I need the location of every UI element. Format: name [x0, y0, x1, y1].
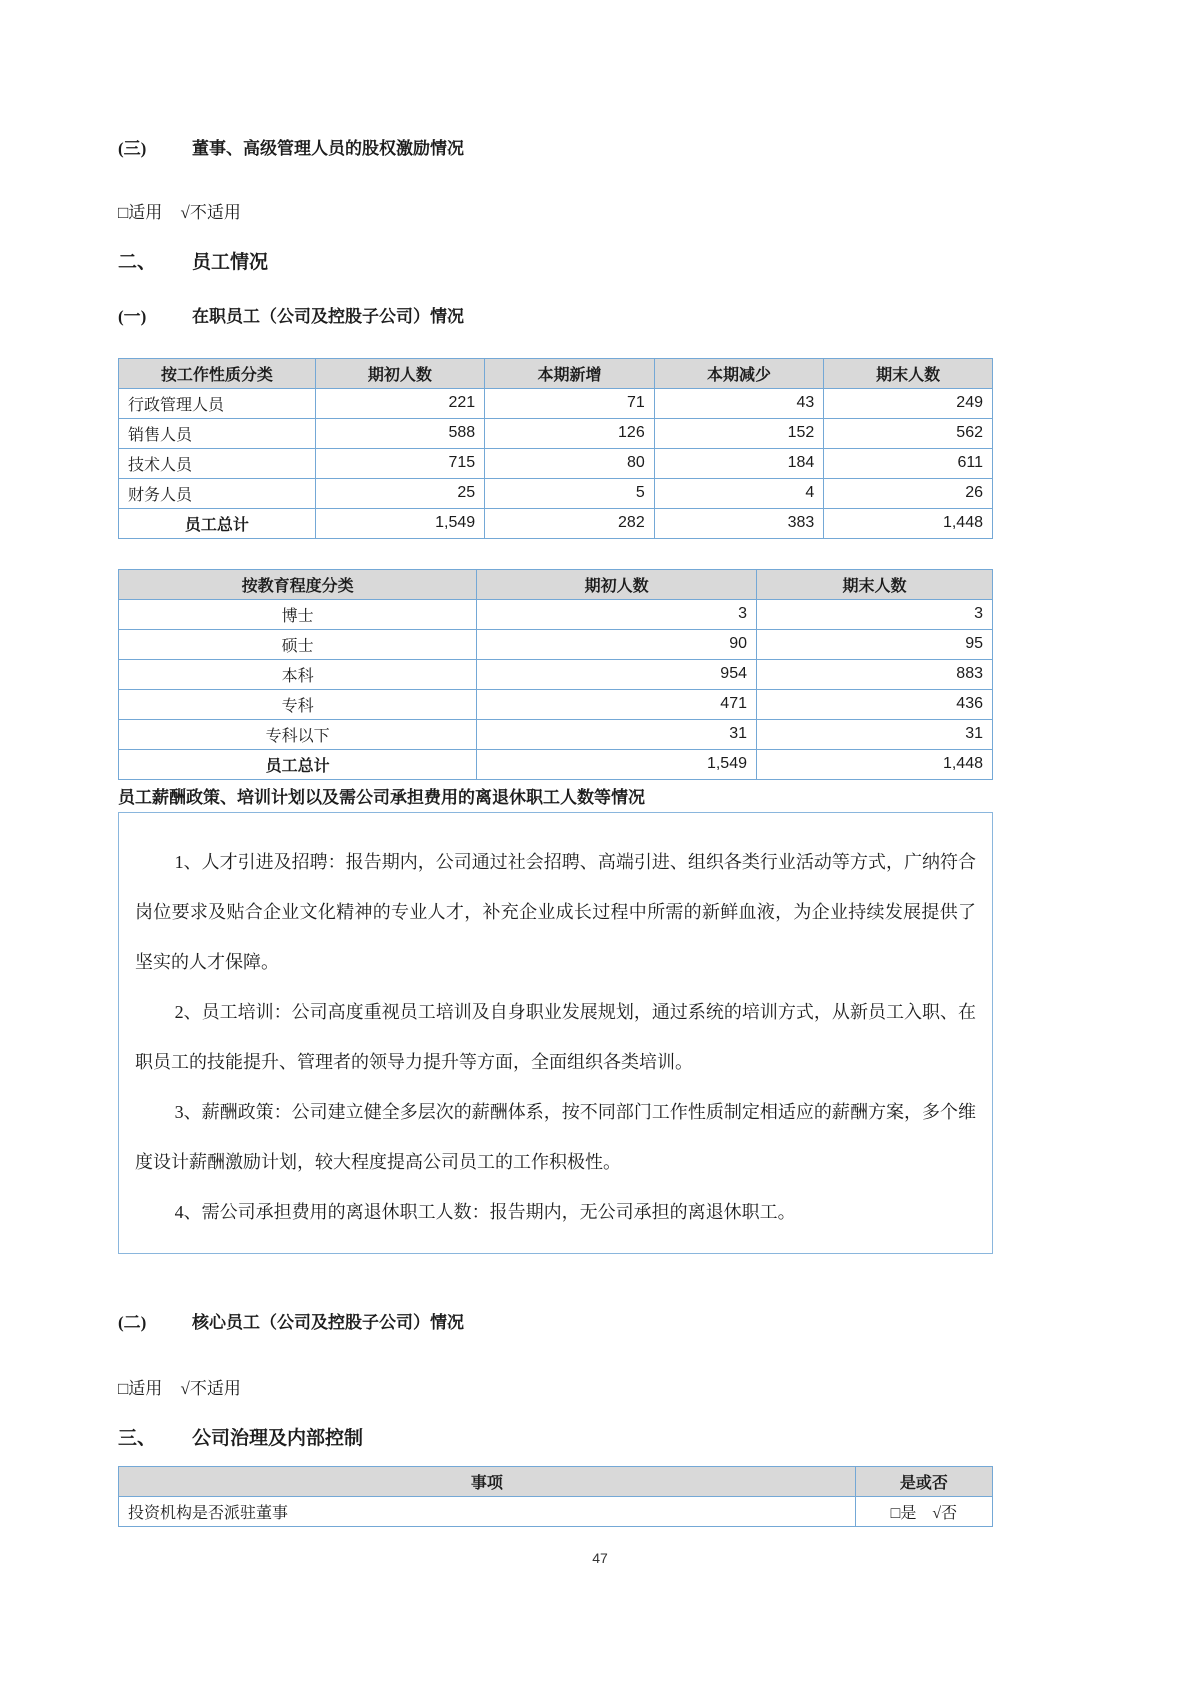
header-cell-begin-count: 期初人数 [477, 569, 757, 599]
policy-paragraph-retirees: 4、需公司承担费用的离退休职工人数：报告期内，无公司承担的离退休职工。 [174, 1201, 796, 1222]
cell-value: 715 [315, 448, 485, 478]
heading-active-employees-title: 在职员工（公司及控股子公司）情况 [192, 306, 464, 326]
policy-paragraph-compensation: 3、薪酬政策：公司建立健全多层次的薪酬体系，按不同部门工作性质制定相适应的薪酬方案，多个维度设计薪酬激励计划，较大程度提高公司员工的工作积极性。 [135, 1101, 976, 1172]
table-row-technical [119, 448, 993, 478]
cell-value: 184 [654, 448, 824, 478]
answer-cell [855, 1496, 992, 1526]
cell-value: 80 [485, 448, 655, 478]
cell-value: 5 [485, 478, 655, 508]
table-row-sales [119, 418, 993, 448]
cell-value: 588 [315, 418, 485, 448]
row-label: 博士 [119, 599, 477, 629]
heading-core-employees-title: 核心员工（公司及控股子公司）情况 [192, 1312, 464, 1332]
heading-equity-incentive [118, 138, 993, 160]
cell-value: 282 [485, 508, 655, 538]
heading-active-employees [118, 306, 993, 328]
page-number: 47 [592, 1550, 608, 1566]
cell-value: 436 [757, 689, 993, 719]
heading-core-employees [118, 1312, 993, 1334]
heading-governance-number: 三、 [118, 1427, 157, 1449]
policy-paragraph-training: 2、员工培训：公司高度重视员工培训及自身职业发展规划，通过系统的培训方式，从新员工入职、在职员工的技能提升、管理者的领导力提升等方面，全面组织各类培训。 [135, 1001, 976, 1072]
employees-by-job-table [118, 358, 993, 539]
applicability-line-2 [118, 1374, 993, 1399]
header-cell-end-count: 期末人数 [757, 569, 993, 599]
cell-value: 4 [654, 478, 824, 508]
cell-value: 1,549 [477, 749, 757, 779]
cell-value: 25 [315, 478, 485, 508]
cell-value: 31 [757, 719, 993, 749]
table-row-investor-directors [119, 1496, 993, 1526]
checkbox-not-applicable-2: √不适用 [180, 1378, 241, 1398]
heading-employees [118, 251, 993, 276]
row-label: 行政管理人员 [119, 388, 316, 418]
cell-value: 3 [477, 599, 757, 629]
heading-employees-number: 二、 [118, 252, 157, 274]
table-row-associate [119, 689, 993, 719]
heading-equity-title: 董事、高级管理人员的股权激励情况 [192, 139, 464, 158]
table-row-total-by-job [119, 508, 993, 538]
cell-value: 95 [757, 629, 993, 659]
cell-value: 249 [824, 388, 993, 418]
header-cell-matter: 事项 [119, 1466, 856, 1496]
heading-employees-title: 员工情况 [192, 252, 269, 274]
heading-compensation-policy: 员工薪酬政策、培训计划以及需公司承担费用的离退休职工人数等情况 [118, 787, 645, 807]
cell-value: 31 [477, 719, 757, 749]
cell-value: 221 [315, 388, 485, 418]
heading-governance [118, 1427, 993, 1452]
cell-value: 954 [477, 659, 757, 689]
header-cell-job-category: 按工作性质分类 [119, 358, 316, 388]
cell-value: 883 [757, 659, 993, 689]
row-label: 技术人员 [119, 448, 316, 478]
checkbox-no: √否 [932, 1504, 958, 1522]
cell-value: 26 [824, 478, 993, 508]
applicability-line-1 [118, 198, 993, 223]
table-row-bachelor [119, 659, 993, 689]
heading-core-employees-number: (二) [118, 1312, 147, 1332]
cell-value: 1,448 [757, 749, 993, 779]
row-label: 财务人员 [119, 478, 316, 508]
row-label: 销售人员 [119, 418, 316, 448]
header-cell-begin-count: 期初人数 [315, 358, 485, 388]
heading-equity-number: (三) [118, 139, 147, 158]
cell-value: 152 [654, 418, 824, 448]
checkbox-yes: □是 [890, 1504, 917, 1522]
header-cell-education-category: 按教育程度分类 [119, 569, 477, 599]
header-cell-end-count: 期末人数 [824, 358, 993, 388]
checkbox-applicable-2: □适用 [118, 1378, 163, 1398]
table-row-masters [119, 629, 993, 659]
cell-value: 1,549 [315, 508, 485, 538]
table-row-finance [119, 478, 993, 508]
checkbox-not-applicable-1: √不适用 [180, 203, 241, 223]
table-row-below-associate [119, 719, 993, 749]
employees-by-education-table [118, 569, 993, 780]
cell-value: 126 [485, 418, 655, 448]
row-label: 本科 [119, 659, 477, 689]
heading-active-employees-number: (一) [118, 306, 147, 326]
header-cell-reduced: 本期减少 [654, 358, 824, 388]
cell-value: 383 [654, 508, 824, 538]
heading-governance-title: 公司治理及内部控制 [192, 1427, 364, 1449]
employees-by-job-header-row [119, 358, 993, 388]
total-label: 员工总计 [119, 508, 316, 538]
cell-value: 562 [824, 418, 993, 448]
policy-paragraph-recruitment: 1、人才引进及招聘：报告期内，公司通过社会招聘、高端引进、组织各类行业活动等方式，广纳符合岗位要求及贴合企业文化精神的专业人才，补充企业成长过程中所需的新鲜血液，为企业持续发展提供了坚实的人才保障。 [135, 851, 976, 972]
table-row-total-by-education [119, 749, 993, 779]
cell-value: 71 [485, 388, 655, 418]
header-cell-added: 本期新增 [485, 358, 655, 388]
compensation-policy-box [118, 812, 993, 1254]
header-cell-yes-or-no: 是或否 [855, 1466, 992, 1496]
governance-header-row [119, 1466, 993, 1496]
table-row-doctorate [119, 599, 993, 629]
cell-value: 43 [654, 388, 824, 418]
cell-value: 1,448 [824, 508, 993, 538]
employees-by-education-header-row [119, 569, 993, 599]
checkbox-applicable-1: □适用 [118, 203, 163, 223]
cell-value: 611 [824, 448, 993, 478]
governance-table [118, 1466, 993, 1527]
cell-value: 471 [477, 689, 757, 719]
cell-value: 90 [477, 629, 757, 659]
row-label: 专科以下 [119, 719, 477, 749]
row-label: 专科 [119, 689, 477, 719]
row-label: 硕士 [119, 629, 477, 659]
row-label: 投资机构是否派驻董事 [119, 1496, 856, 1526]
cell-value: 3 [757, 599, 993, 629]
total-label: 员工总计 [119, 749, 477, 779]
table-row-admin [119, 388, 993, 418]
